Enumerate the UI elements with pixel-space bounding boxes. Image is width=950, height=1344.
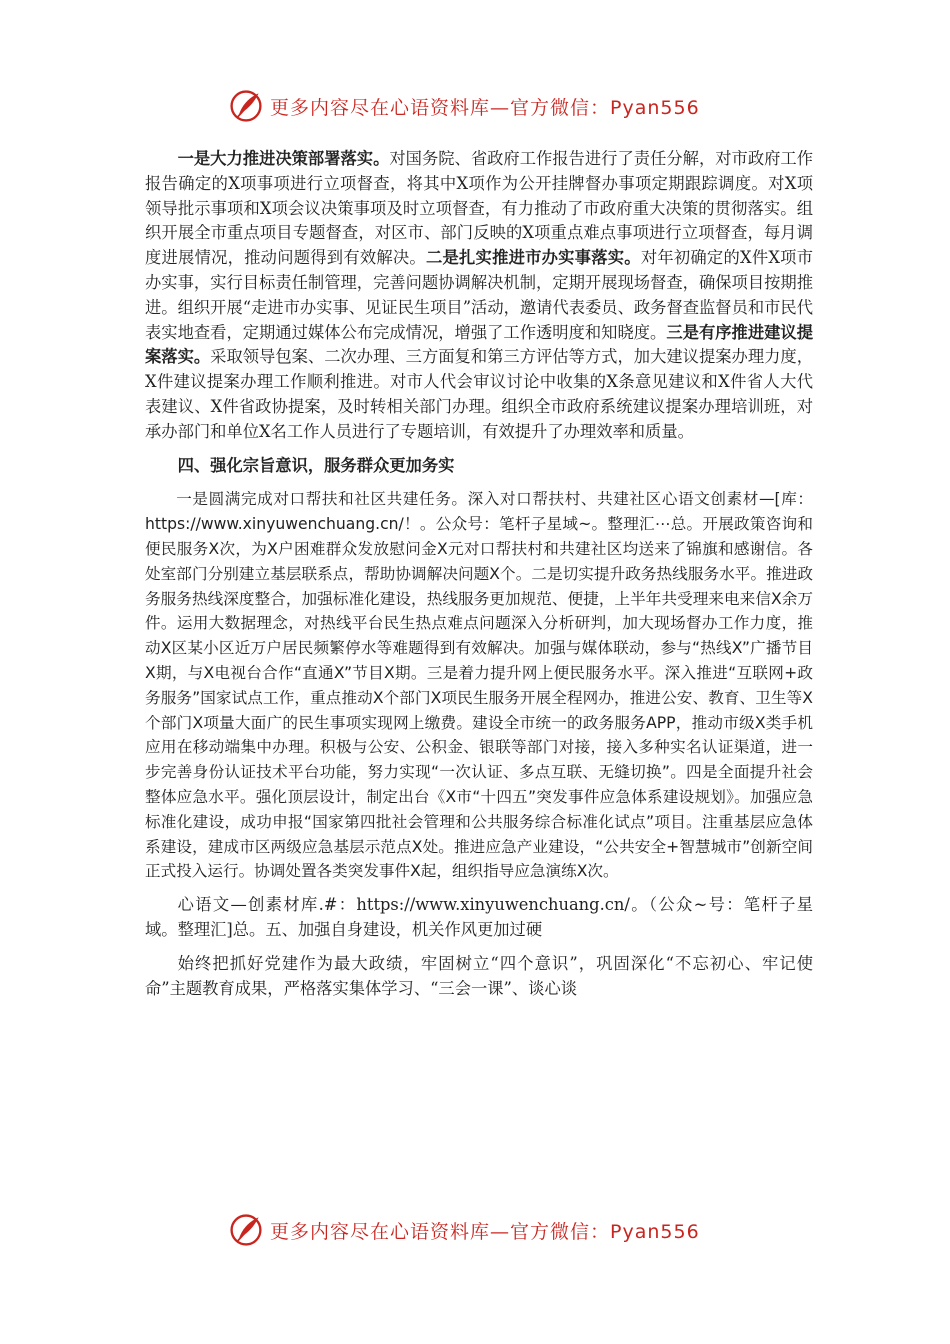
section-heading-4: 四、强化宗旨意识，服务群众更加务实: [177, 455, 455, 475]
banner-text: 更多内容尽在心语资料库—官方微信：Pyan556: [270, 1220, 700, 1243]
document-body: [145, 147, 813, 1001]
feather-pen-logo-icon: [228, 88, 264, 124]
paragraph-service-masses: 一是圆满完成对口帮扶和社区共建任务。深入对口帮扶村、共建社区心语文创素材—[库：https://www.xinyuwenchuang.cn/！。公众号：笔杆子星域~。整理汇⋯总。开展政策咨询和便民服务X次，为X户困难群众发放慰问金X元对口帮扶村和共建社区均送来了锦旗和感谢信。各处室部门分别建立基层联系点，帮助协调解决问题X个。二是切实提升政务热线服务水平。推进政务服务热线深度整合，加强标准化建设，热线服务更加规范、便捷，上半年共受理来电来信X余万件。运用大数据理念，对热线平台民生热点难点问题深入分析研判，加大现场督办工作力度，推动X区某小区近万户居民频繁停水等难题得到有效解决。加强与媒体联动，参与“热线X”广播节目X期，与X电视台合作“直通X”节目X期。三是着力提升网上便民服务水平。深入推进“互联网+政务服务”国家试点工作，重点推动X个部门X项民生服务开展全程网办，推进公安、教育、卫生等X个部门X项量大面广的民生事项实现网上缴费。建设全市统一的政务服务APP，推动市级X类手机应用在移动端集中办理。积极与公安、公积金、银联等部门对接，接入多种实名认证渠道，进一步完善身份认证技术平台功能，努力实现“一次认证、多点互联、无缝切换”。四是全面提升社会整体应急水平。强化顶层设计，制定出台《X市“十四五”突发事件应急体系建设规划》。加强应急标准化建设，成功申报“国家第四批社会管理和公共服务综合标准化试点”项目。注重基层应急体系建设，建成市区两级应急基层示范点X处。推进应急产业建设，“公共安全+智慧城市”创新空间正式投入运行。协调处置各类突发事件X起，组织指导应急演练X次。: [145, 490, 813, 881]
banner-text: 更多内容尽在心语资料库—官方微信：Pyan556: [270, 96, 700, 119]
paragraph-source-note: 心语文—创素材库.#：https://www.xinyuwenchuang.cn/。（公众~号：笔杆子星域。整理汇]总。五、加强自身建设，机关作风更加过硬: [145, 895, 813, 939]
header-banner: [228, 86, 700, 126]
feather-pen-logo-icon: [228, 1212, 264, 1248]
paragraph-party-building: 始终把抓好党建作为最大政绩，牢固树立“四个意识”，巩固深化“不忘初心、牢记使命”主题教育成果，严格落实集体学习、“三会一课”、谈心谈: [145, 953, 813, 998]
footer-banner: [228, 1210, 700, 1250]
paragraph-decision-implementation: 一是大力推进决策部署落实。对国务院、省政府工作报告进行了责任分解，对市政府工作报告确定的X项事项进行立项督查，将其中X项作为公开挂牌督办事项定期跟踪调度。对X项领导批示事项和X项会议决策事项及时立项督查，有力推动了市政府重大决策的贯彻落实。组织开展全市重点项目专题督查，对区市、部门反映的X项重点难点事项进行立项督查，每月调度进展情况，推动问题得到有效解决。二是扎实推进市办实事落实。对年初确定的X件X项市办实事，实行目标责任制管理，完善问题协调解决机制，定期开展现场督查，确保项目按期推进。组织开展“走进市办实事、见证民生项目”活动，邀请代表委员、政务督查监督员和市民代表实地查看，定期通过媒体公布完成情况，增强了工作透明度和知晓度。三是有序推进建议提案落实。采取领导包案、二次办理、三方面复和第三方评估等方式，加大建议提案办理力度，X件建议提案办理工作顺利推进。对市人代会审议讨论中收集的X条意见建议和X件省人大代表建议、X件省政协提案，及时转相关部门办理。组织全市政府系统建议提案办理培训班，对承办部门和单位X名工作人员进行了专题培训，有效提升了办理效率和质量。: [145, 149, 813, 441]
